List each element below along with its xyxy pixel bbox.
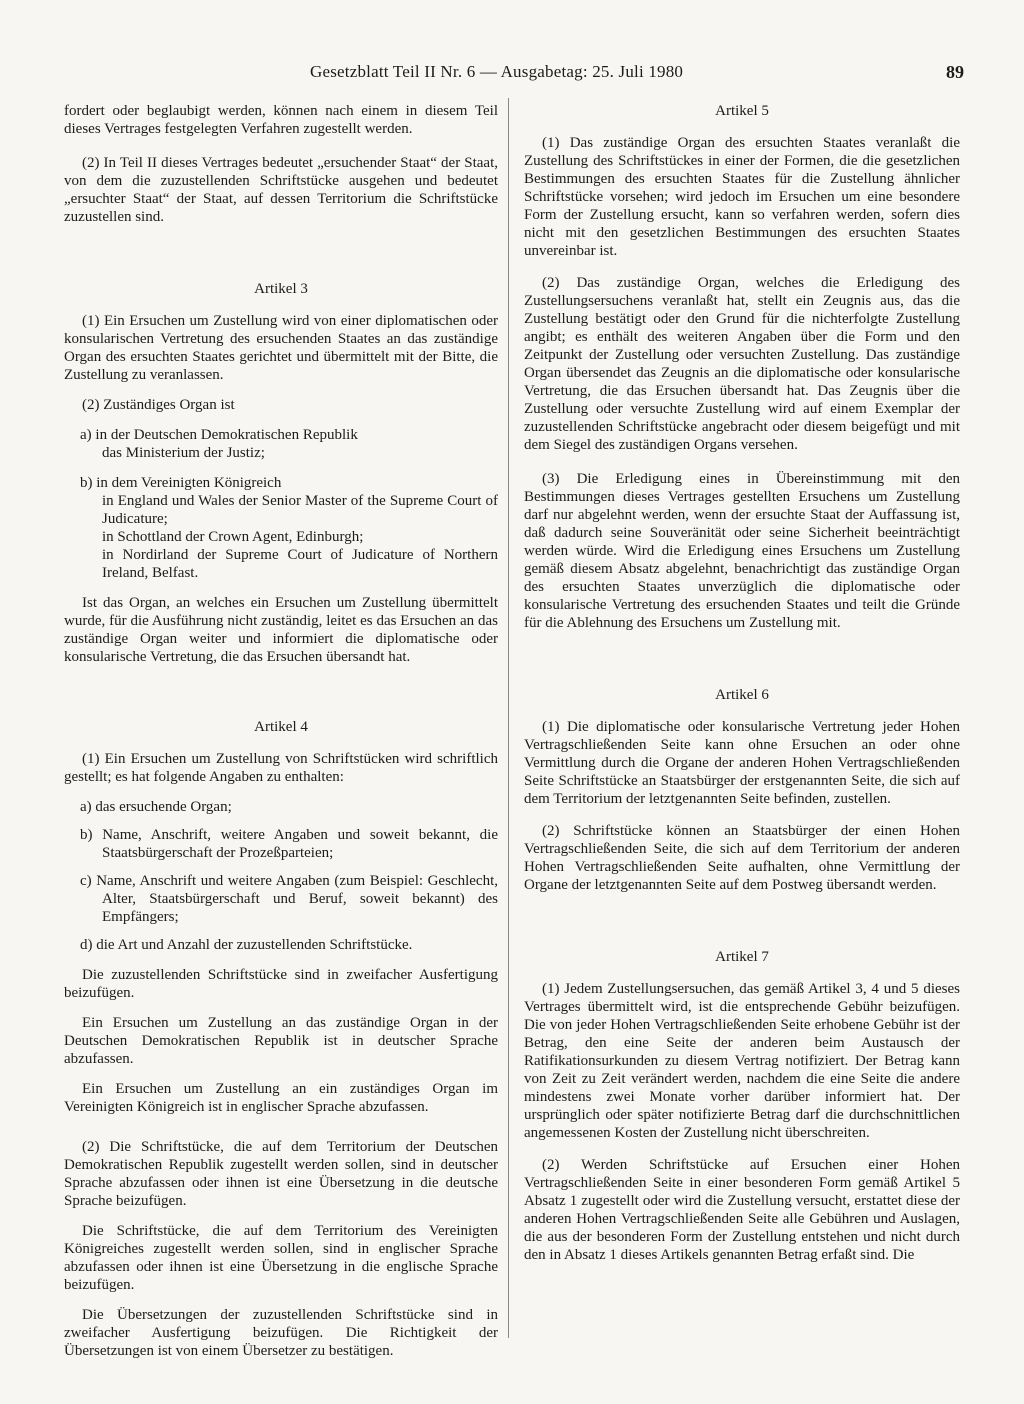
artikel-7-para-2: (2) Werden Schriftstücke auf Ersuchen einer Hohen Vertragschließenden Seite in einer besonderen Form gemäß Artikel 5 Absatz 1 zugestellt oder wird die Zustellung versucht, erstattet diese der anderen Hohen Vertragschließenden Seite alle Gebühren und Auslagen, die aus der besonderen Form der Zustellung entstehen und nicht durch den in Absatz 1 dieses Artikels genannten Betrag erfaßt sind. Die xyxy=(524,1157,960,1263)
artikel-4-para-4: Ein Ersuchen um Zustellung an ein zuständiges Organ im Vereinigten Königreich ist in englischer Sprache abzufassen. xyxy=(64,1081,498,1115)
left-column xyxy=(64,102,498,1360)
artikel-3-para-3: Ist das Organ, an welches ein Ersuchen um Zustellung übermittelt wurde, für die Ausführung nicht zuständig, leitet es das Ersuchen an das zuständige Organ weiter und informiert die diplomatische oder konsularische Vertretung, die das Ersuchen übersandt hat. xyxy=(64,595,498,665)
paragraph-2: (2) In Teil II dieses Vertrages bedeutet „ersuchender Staat“ der Staat, von dem die zuzustellenden Schriftstücke ausgehen und bedeutet „ersuchter Staat“ der Staat, auf dessen Territorium die Schriftstücke zuzustellen sind. xyxy=(64,155,498,225)
artikel-5-para-2: (2) Das zuständige Organ, welches die Erledigung des Zustellungsersuchens veranlaßt hat, stellt ein Zeugnis aus, das die Zustellung bestätigt oder den Grund für die nichterfolgte Zustellung angibt; es enthält des weiteren Angaben über die Form und den Zeitpunkt der Zustellung oder versuchten Zustellung. Das zuständige Organ übersendet das Zeugnis an die diplomatische oder konsularische Vertretung, die das Ersuchen übersandt hat. Das Zeugnis über die Zustellung oder versuchte Zustellung wird auf einem Exemplar der zuzustellenden Schriftstücke angebracht oder diesem beigefügt und mit dem Siegel des zuständigen Organs versehen. xyxy=(524,275,960,453)
list-item-b-nordirland: in Nordirland der Supreme Court of Judicature of Northern Ireland, Belfast. xyxy=(102,547,498,581)
artikel-4-para-5: (2) Die Schriftstücke, die auf dem Territorium der Deutschen Demokratischen Republik zugestellt werden sollen, sind in deutscher Sprache abzufassen oder ihnen ist eine Übersetzung in die deutsche Sprache beizufügen. xyxy=(64,1139,498,1209)
heading-artikel-6: Artikel 6 xyxy=(715,687,769,703)
heading-artikel-5: Artikel 5 xyxy=(715,103,769,119)
artikel-3-para-1: (1) Ein Ersuchen um Zustellung wird von einer diplomatischen oder konsularischen Vertretung des ersuchenden Staates an das zuständige Organ des ersuchten Staates gerichtet und übermittelt mit der Bitte, die Zustellung zu veranlassen. xyxy=(64,313,498,383)
artikel-4-para-6: Die Schriftstücke, die auf dem Territorium des Vereinigten Königreiches zugestellt werden sollen, sind in englischer Sprache abzufassen oder ihnen ist eine Übersetzung in die englische Sprache beizufügen. xyxy=(64,1223,498,1293)
artikel-6-para-1: (1) Die diplomatische oder konsularische Vertretung jeder Hohen Vertragschließenden Seite kann ohne Ersuchen an oder ohne Vermittlung durch die Organe der anderen Hohen Vertragschließenden Seite Schriftstücke an Staatsbürger der erstgenannten Seite, die sich auf dem Territorium der letztgenannten Seite befinden, zustellen. xyxy=(524,719,960,807)
right-column xyxy=(524,102,960,1264)
artikel-5-para-3: (3) Die Erledigung eines in Übereinstimmung mit den Bestimmungen dieses Vertrages gestellten Ersuchens um Zustellung darf nur abgelehnt werden, wenn der ersuchte Staat der Auffassung ist, daß dadurch seine Souveränität oder seine Sicherheit beeinträchtigt werden würde. Wird die Erledigung eines Ersuchens um Zustellung gemäß diesem Absatz abgelehnt, benachrichtigt das zuständige Organ des ersuchten Staates unverzüglich die diplomatische oder konsularische Vertretung des ersuchenden Staates und teilt die Gründe für die Ablehnung des Ersuchens um Zustellung mit. xyxy=(524,471,960,631)
list-item-b-schottland: in Schottland der Crown Agent, Edinburgh; xyxy=(102,529,364,545)
page-header xyxy=(60,62,964,86)
column-divider xyxy=(508,98,509,1338)
heading-artikel-4: Artikel 4 xyxy=(254,719,308,735)
artikel-4-para-3: Ein Ersuchen um Zustellung an das zuständige Organ in der Deutschen Demokratischen Republik ist in deutscher Sprache abzufassen. xyxy=(64,1015,498,1067)
artikel-3-para-2: (2) Zuständiges Organ ist xyxy=(82,397,235,413)
heading-artikel-3: Artikel 3 xyxy=(254,281,308,297)
paragraph-continued: fordert oder beglaubigt werden, können nach einem in diesem Teil dieses Vertrages festgelegten Verfahren zugestellt werden. xyxy=(64,103,498,137)
page-number: 89 xyxy=(946,62,964,82)
list-item-c: c) Name, Anschrift und weitere Angaben (zum Beispiel: Geschlecht, Alter, Staatsbürgerschaft und Beruf, soweit bekannt) des Empfängers; xyxy=(80,873,498,925)
list-item-b-england: in England und Wales der Senior Master of the Supreme Court of Judicature; xyxy=(102,493,498,527)
artikel-7-para-1: (1) Jedem Zustellungsersuchen, das gemäß Artikel 3, 4 und 5 dieses Vertrages übermittelt wird, ist die entsprechende Gebühr beizufügen. Die von jeder Hohen Vertragschließenden Seite erhobene Gebühr ist der Betrag, den eine Seite der anderen beim Austausch der Ratifikationsurkunden zu diesem Vertrag notifiziert. Der Betrag kann von Zeit zu Zeit verändert werden, nachdem die eine Seite die andere mindestens zwei Monate vorher darüber informiert hat. Der ursprünglich oder später notifizierte Betrag darf die durchschnittlichen angemessenen Kosten der Zustellung nicht überschreiten. xyxy=(524,981,960,1141)
artikel-4-para-2: Die zuzustellenden Schriftstücke sind in zweifacher Ausfertigung beizufügen. xyxy=(64,967,498,1001)
list-item-d: d) die Art und Anzahl der zuzustellenden Schriftstücke. xyxy=(80,937,413,953)
header-title: Gesetzblatt Teil II Nr. 6 — Ausgabetag: 25. Juli 1980 xyxy=(310,62,684,81)
list-item-b: b) Name, Anschrift, weitere Angaben und soweit bekannt, die Staatsbürgerschaft der Prozeßparteien; xyxy=(80,827,498,861)
list-item-a-detail: das Ministerium der Justiz; xyxy=(102,445,265,461)
heading-artikel-7: Artikel 7 xyxy=(715,949,769,965)
artikel-4-para-1: (1) Ein Ersuchen um Zustellung von Schriftstücken wird schriftlich gestellt; es hat folgende Angaben zu enthalten: xyxy=(64,751,498,785)
list-item-a: a) in der Deutschen Demokratischen Republik xyxy=(80,427,358,443)
list-item-b: b) in dem Vereinigten Königreich xyxy=(80,475,282,491)
artikel-6-para-2: (2) Schriftstücke können an Staatsbürger der einen Hohen Vertragschließenden Seite, die sich auf dem Territorium der anderen Hohen Vertragschließenden Seite aufhalten, ohne Vermittlung der Organe der letztgenannten Seite auf dem Postweg übersandt werden. xyxy=(524,823,960,893)
list-item-a: a) das ersuchende Organ; xyxy=(80,799,232,815)
artikel-5-para-1: (1) Das zuständige Organ des ersuchten Staates veranlaßt die Zustellung des Schriftstückes in einer der Formen, die die gesetzlichen Bestimmungen des ersuchten Staates für die Zustellung ähnlicher Schriftstücke vorsehen; wird jedoch im Ersuchen um eine besondere Form der Zustellung ersucht, kann so verfahren werden, sofern dies nicht mit den gesetzlichen Bestimmungen des ersuchten Staates unvereinbar ist. xyxy=(524,135,960,259)
artikel-4-para-7: Die Übersetzungen der zuzustellenden Schriftstücke sind in zweifacher Ausfertigung beizufügen. Die Richtigkeit der Übersetzungen ist von einem Übersetzer zu bestätigen. xyxy=(64,1307,498,1359)
